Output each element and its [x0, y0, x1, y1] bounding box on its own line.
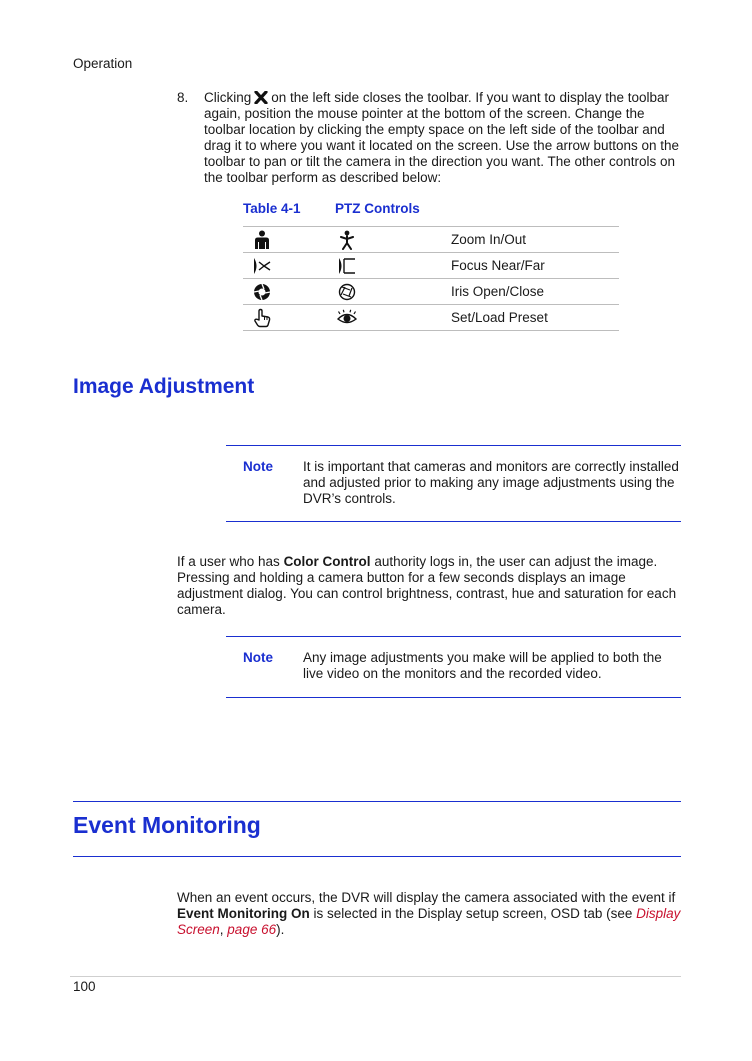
section-top-rule [73, 801, 681, 802]
note-bottom-rule [226, 697, 681, 698]
section-bottom-rule [73, 856, 681, 857]
table-caption-number: Table 4-1 [243, 201, 301, 216]
event-monitoring-heading: Event Monitoring [73, 812, 261, 838]
note-top-rule [226, 445, 681, 446]
step-text-after: on the left side closes the toolbar. If you want to display the toolbar again, position the mouse pointer at the bottom of the screen. Change the toolbar location by clicking the empty space on the left side of the toolbar and drag it to where you want it located on the screen. Use the arrow buttons on the toolbar to pan or tilt the camera in the direction you want. The other controls on the toolbar perform as described below: [204, 90, 680, 185]
table-row [243, 305, 619, 331]
note-label: Note [243, 459, 273, 474]
focus-far-icon [336, 256, 358, 276]
step-text [204, 90, 682, 186]
page-number: 100 [73, 979, 96, 994]
running-header: Operation [73, 56, 133, 71]
color-control-paragraph [177, 554, 682, 618]
para-text: If a user who has [177, 554, 284, 569]
footer-rule [70, 976, 681, 977]
para-text: ). [276, 922, 285, 937]
focus-near-icon [251, 256, 273, 276]
image-adjustment-heading: Image Adjustment [73, 375, 255, 398]
note-label: Note [243, 650, 273, 665]
iris-close-icon [336, 282, 358, 302]
ptz-label: Focus Near/Far [448, 253, 619, 279]
table-caption [243, 201, 420, 216]
table-caption-title: PTZ Controls [335, 201, 420, 216]
ptz-label: Set/Load Preset [448, 305, 619, 331]
ptz-label: Iris Open/Close [448, 279, 619, 305]
para-text: authority logs in, the user can adjust the image. Pressing and holding a camera button for a few seconds displays an image adjustment dialog. You can control brightness, contrast, hue and saturation for each camera. [177, 554, 677, 617]
iris-open-icon [251, 282, 273, 302]
para-text: When an event occurs, the DVR will display the camera associated with the event if [177, 890, 676, 905]
zoom-out-icon [336, 230, 358, 250]
set-preset-icon [251, 308, 273, 328]
note-top-rule [226, 636, 681, 637]
step-number: 8. [177, 90, 189, 105]
note-text: It is important that cameras and monitors are correctly installed and adjusted prior to making any image adjustments using the DVR’s controls. [303, 459, 679, 506]
para-bold-term: Color Control [283, 554, 371, 569]
close-x-icon [254, 91, 268, 104]
table-row [243, 253, 619, 279]
table-row [243, 279, 619, 305]
display-screen-link[interactable]: Display Screen [177, 906, 681, 937]
step-text-before: Clicking [204, 90, 252, 105]
ptz-label: Zoom In/Out [448, 227, 619, 253]
note-bottom-rule [226, 521, 681, 522]
load-preset-icon [336, 308, 358, 328]
event-monitoring-paragraph [177, 890, 682, 938]
para-text: , [219, 922, 228, 937]
table-row [243, 227, 619, 253]
zoom-in-icon [251, 230, 273, 250]
para-bold-term: Event Monitoring On [177, 906, 310, 921]
para-text: is selected in the Display setup screen, OSD tab (see [309, 906, 637, 921]
page-66-link[interactable]: page 66 [227, 922, 277, 937]
ptz-controls-table [243, 226, 619, 331]
note-text: Any image adjustments you make will be applied to both the live video on the monitors and the recorded video. [303, 650, 662, 681]
